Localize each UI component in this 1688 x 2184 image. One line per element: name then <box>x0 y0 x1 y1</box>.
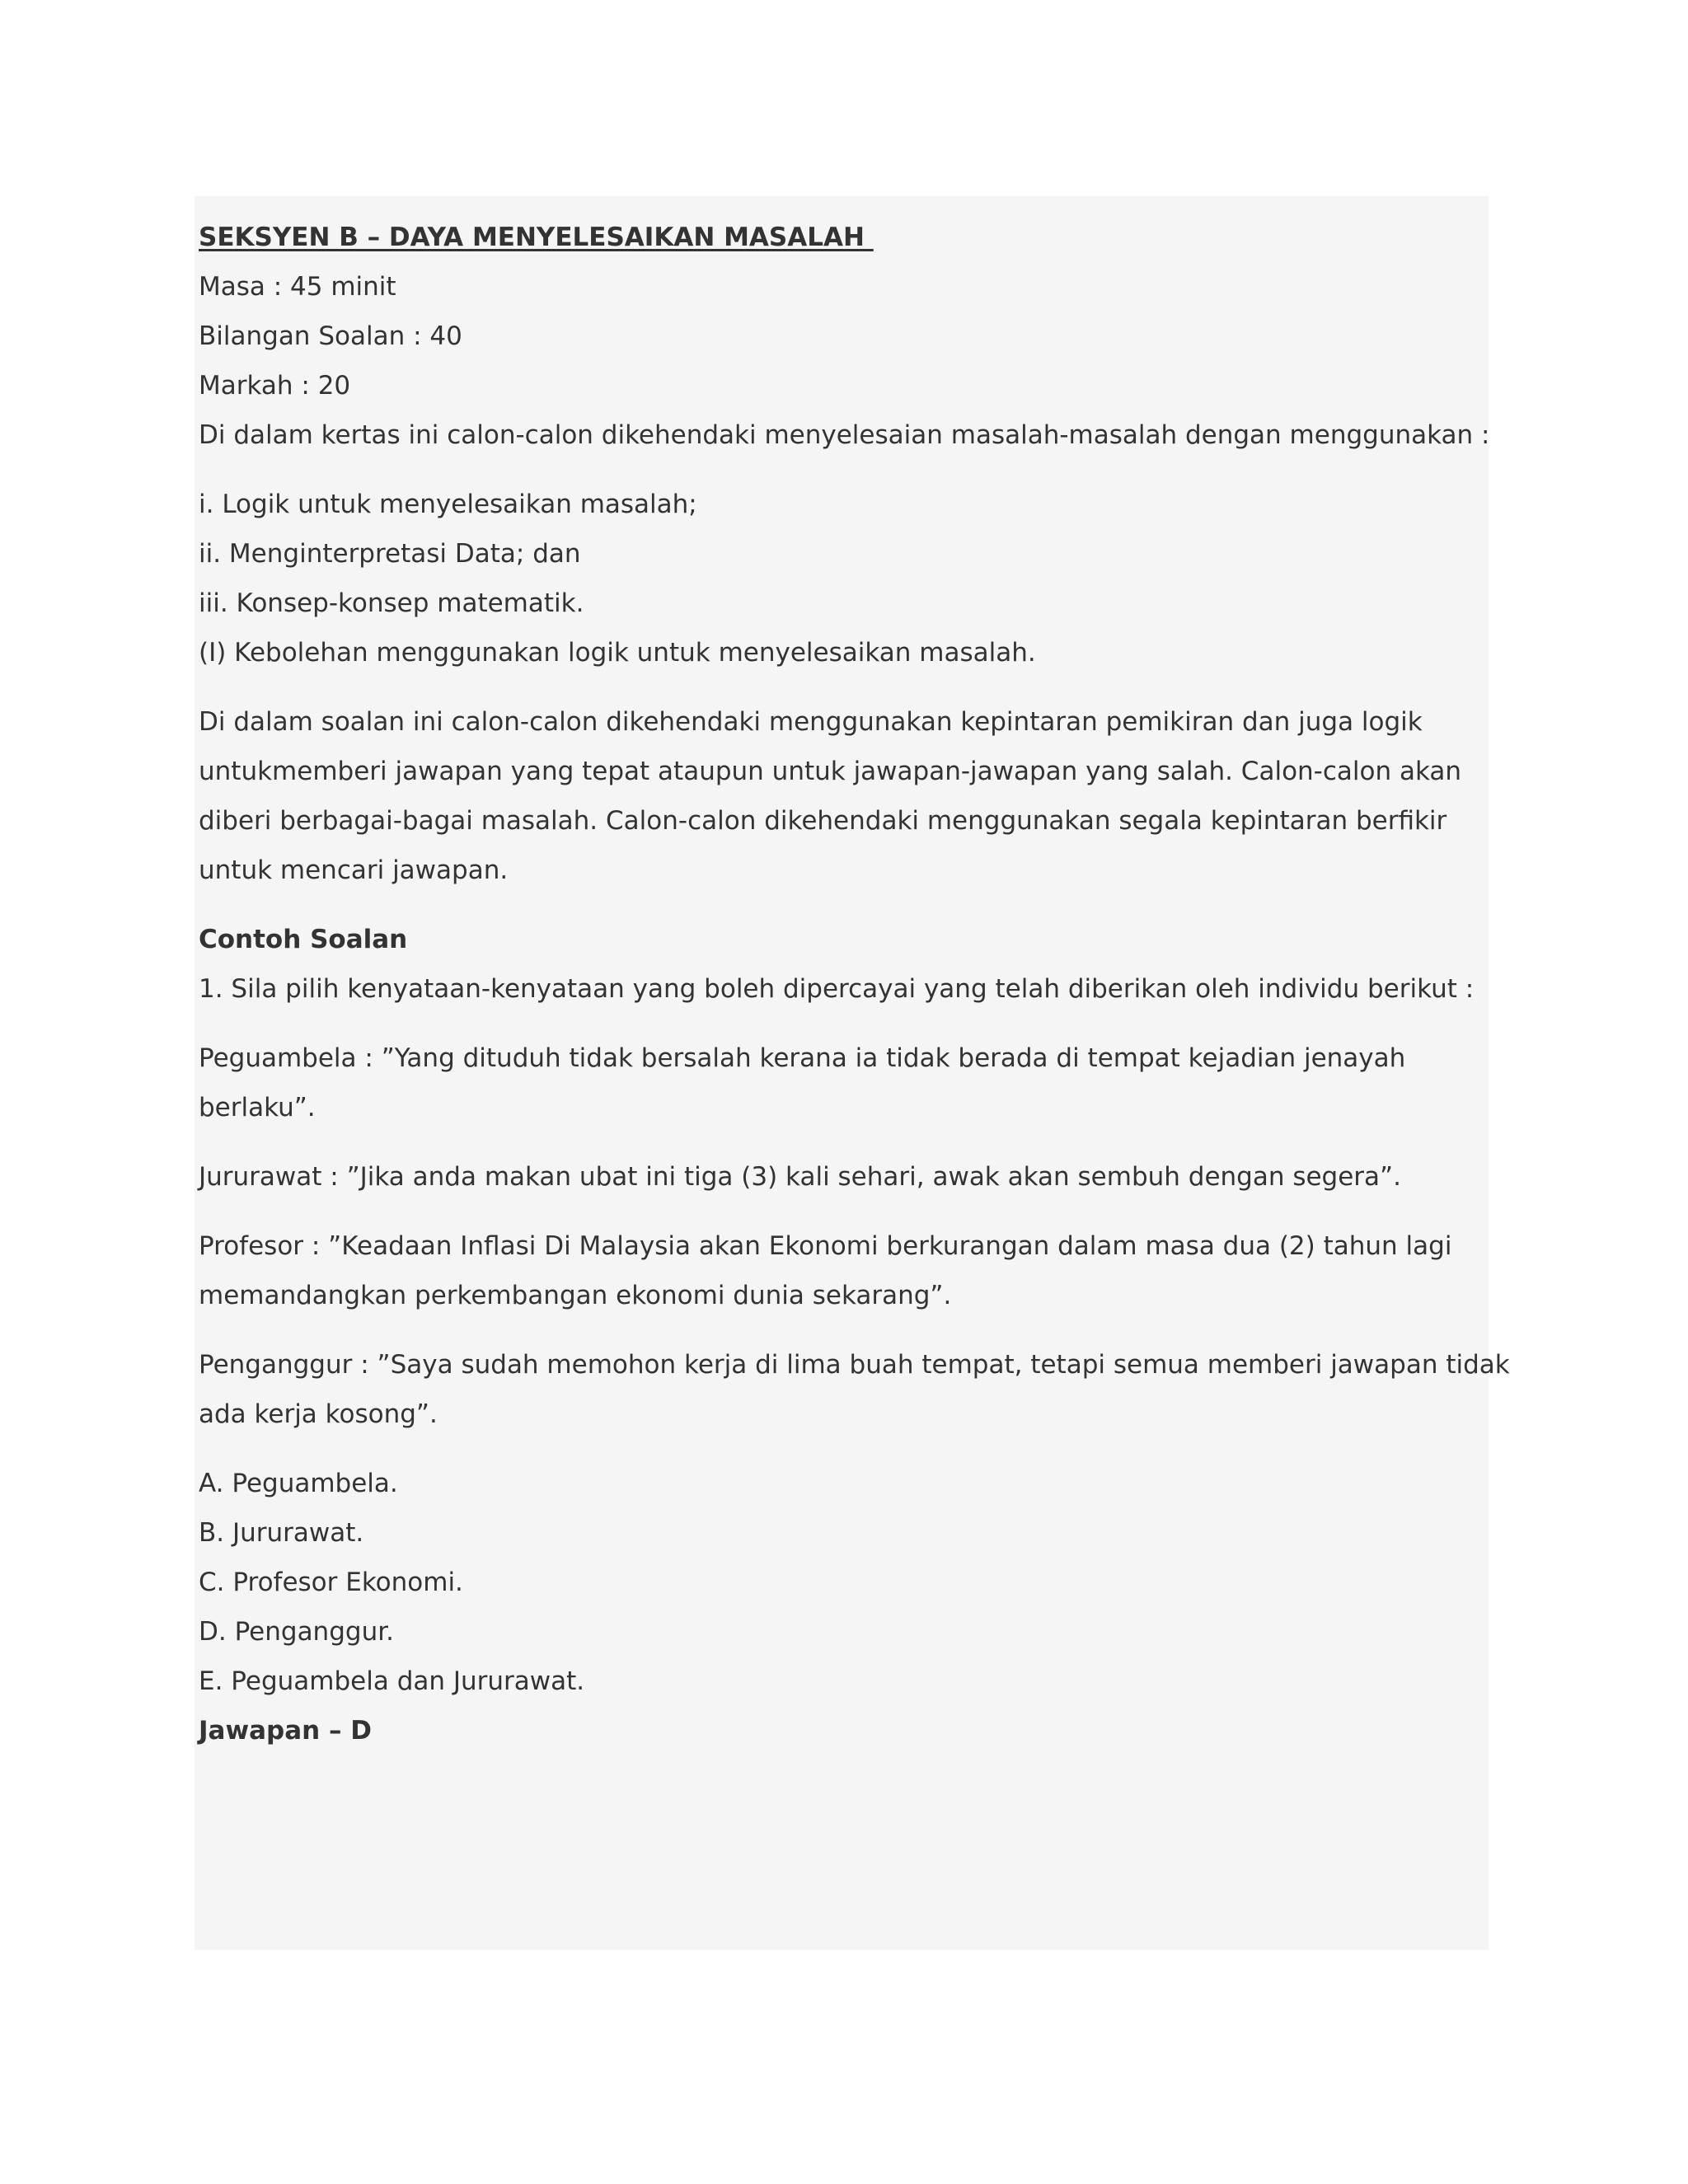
description-line: diberi berbagai-bagai masalah. Calon-calon dikehendaki menggunakan segala kepintaran berfikir <box>199 806 1447 836</box>
statement-lawyer <box>199 1033 1489 1132</box>
criteria-item: i. Logik untuk menyelesaikan masalah; <box>199 490 697 519</box>
option-item: B. Jururawat. <box>199 1518 364 1548</box>
criteria-item: iii. Konsep-konsep matematik. <box>199 588 584 618</box>
marks-info: Markah : 20 <box>199 371 351 401</box>
answer-line: Jawapan – D <box>199 1716 373 1746</box>
statement-line: Penganggur : ”Saya sudah memohon kerja di lima buah tempat, tetapi semua memberi jawapan tidak <box>199 1350 1510 1380</box>
statement-line: Profesor : ”Keadaan Inflasi Di Malaysia akan Ekonomi berkurangan dalam masa dua (2) tahun lagi <box>199 1231 1452 1261</box>
statement-line: berlaku”. <box>199 1093 316 1122</box>
criteria-item: ii. Menginterpretasi Data; dan <box>199 539 581 569</box>
statement-professor <box>199 1221 1489 1320</box>
document-content <box>199 213 1510 1755</box>
option-item: E. Peguambela dan Jururawat. <box>199 1666 585 1696</box>
criteria-subheading: (I) Kebolehan menggunakan logik untuk menyelesaikan masalah. <box>199 638 1036 668</box>
statement-line: Peguambela : ”Yang dituduh tidak bersalah kerana ia tidak berada di tempat kejadian jenayah <box>199 1043 1406 1073</box>
example-question: 1. Sila pilih kenyataan-kenyataan yang boleh dipercayai yang telah diberikan oleh individu berikut : <box>199 974 1475 1004</box>
description-paragraph <box>199 697 1489 895</box>
option-item: C. Profesor Ekonomi. <box>199 1568 463 1597</box>
option-item: D. Penganggur. <box>199 1617 394 1647</box>
description-line: Di dalam soalan ini calon-calon dikehendaki menggunakan kepintaran pemikiran dan juga logik <box>199 707 1423 737</box>
option-item: A. Peguambela. <box>199 1469 398 1498</box>
statement-unemployed <box>199 1340 1510 1439</box>
time-info: Masa : 45 minit <box>199 272 396 302</box>
question-count-info: Bilangan Soalan : 40 <box>199 321 462 351</box>
answer-options <box>199 1459 1489 1706</box>
statement-line: ada kerja kosong”. <box>199 1399 438 1429</box>
statement-line: Jururawat : ”Jika anda makan ubat ini tiga (3) kali sehari, awak akan sembuh dengan segera”. <box>199 1162 1401 1192</box>
statement-nurse <box>199 1152 1489 1202</box>
section-title: SEKSYEN B – DAYA MENYELESAIKAN MASALAH <box>199 223 874 252</box>
description-line: untukmemberi jawapan yang tepat ataupun untuk jawapan-jawapan yang salah. Calon-calon akan <box>199 757 1462 786</box>
description-line: untuk mencari jawapan. <box>199 855 509 885</box>
example-heading: Contoh Soalan <box>199 925 408 954</box>
statement-line: memandangkan perkembangan ekonomi dunia sekarang”. <box>199 1281 952 1310</box>
intro-paragraph: Di dalam kertas ini calon-calon dikehendaki menyelesaian masalah-masalah dengan menggunakan : <box>199 420 1490 450</box>
